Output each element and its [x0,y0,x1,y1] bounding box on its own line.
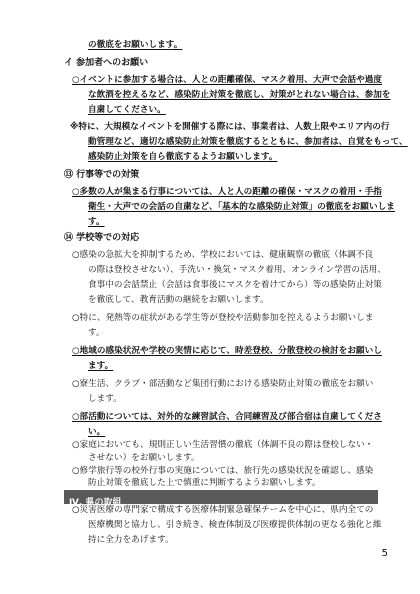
text-line: ○多数の人が集まる行事については、人と人の距離の確保・マスクの着用・手指 [72,187,382,197]
text-line: ○特に、発熱等の症状がある学生等が登校や活動参加を控えるようお願いしま [72,313,374,323]
text-line: な飲酒を控えるなど、感染防止対策を徹底し、対策がとれない場合は、参加を [88,90,391,100]
text-line: ます。 [88,361,114,371]
text-line: ○地域の感染状況や学校の実情に応じて、時差登校、分散登校の検討をお願いし [72,346,382,356]
text-line: ○部活動については、対外的な練習試合、合同練習及び部合宿は自粛してくださ [72,412,382,422]
section-header-bar [64,490,378,508]
text-line: 防止対策を徹底した上で慎重に判断するようお願いします。 [88,478,321,488]
subheading-participants: イ 参加者へのお願い [64,58,149,68]
text-line: 感染防止対策を自ら徹底するようお願いします。 [88,152,278,162]
text-line: ○寮生活、クラブ・部活動など集団行動における感染防止対策の徹底をお願い [72,379,374,389]
text-line: い。 [88,427,106,437]
text-line: の徹底をお願いします。 [88,40,183,50]
page-number: 5 [381,548,388,559]
subheading-schools: ⑭ 学校等での対応 [64,233,140,243]
text-line: 医療機関と協力し、引き続き、検査体制及び医療提供体制の更なる強化と維 [88,520,382,530]
section-title: Ⅳ. 県の取組 [69,498,122,508]
text-line: 自粛してください。 [88,105,166,115]
text-line: ○修学旅行等の校外行事の実施については、旅行先の感染状況を確認し、感染 [72,466,374,476]
text-line: す。 [88,217,105,227]
text-line: ○感染の急拡大を抑制するため、学校においては、健康観察の徹底（体調不良 [72,250,374,260]
text-line: ○災害医療の専門家で構成する医療体制緊急確保チームを中心に、県内全ての [72,505,374,515]
text-line: 持に全力をあげます。 [88,535,174,545]
text-line: を徹底して、教育活動の継続をお願いします。 [88,295,269,305]
text-line: します。 [88,394,122,404]
text-line: 食事中の会話禁止（会話は食事後にマスクを着けてから）等の感染防止対策 [88,280,382,290]
text-line: の際は登校させない）、手洗い・換気・マスク着用、オンライン学習の活用、 [88,265,386,275]
subheading-events: ⑬ 行事等での対策 [64,170,140,180]
text-line: 衛生・大声での会話の自粛など、「基本的な感染防止対策」の徹底をお願いしま [88,202,395,212]
text-line: させない）をお願いします。 [88,453,200,463]
text-line: す。 [88,328,105,338]
text-line: 動管理など、適切な感染防止対策を徹底するとともに、参加者は、自覚をもって、 [88,137,408,147]
text-line: ○イベントに参加する場合は、人との距離確保、マスク着用、大声で会話や過度 [72,75,383,85]
text-line: ○家庭においても、規則正しい生活習慣の徹底（体調不良の際は登校しない・ [72,440,374,450]
text-line: ※特に、大規模なイベントを開催する際には、事業者は、人数上限やエリア内の行 [70,122,390,132]
